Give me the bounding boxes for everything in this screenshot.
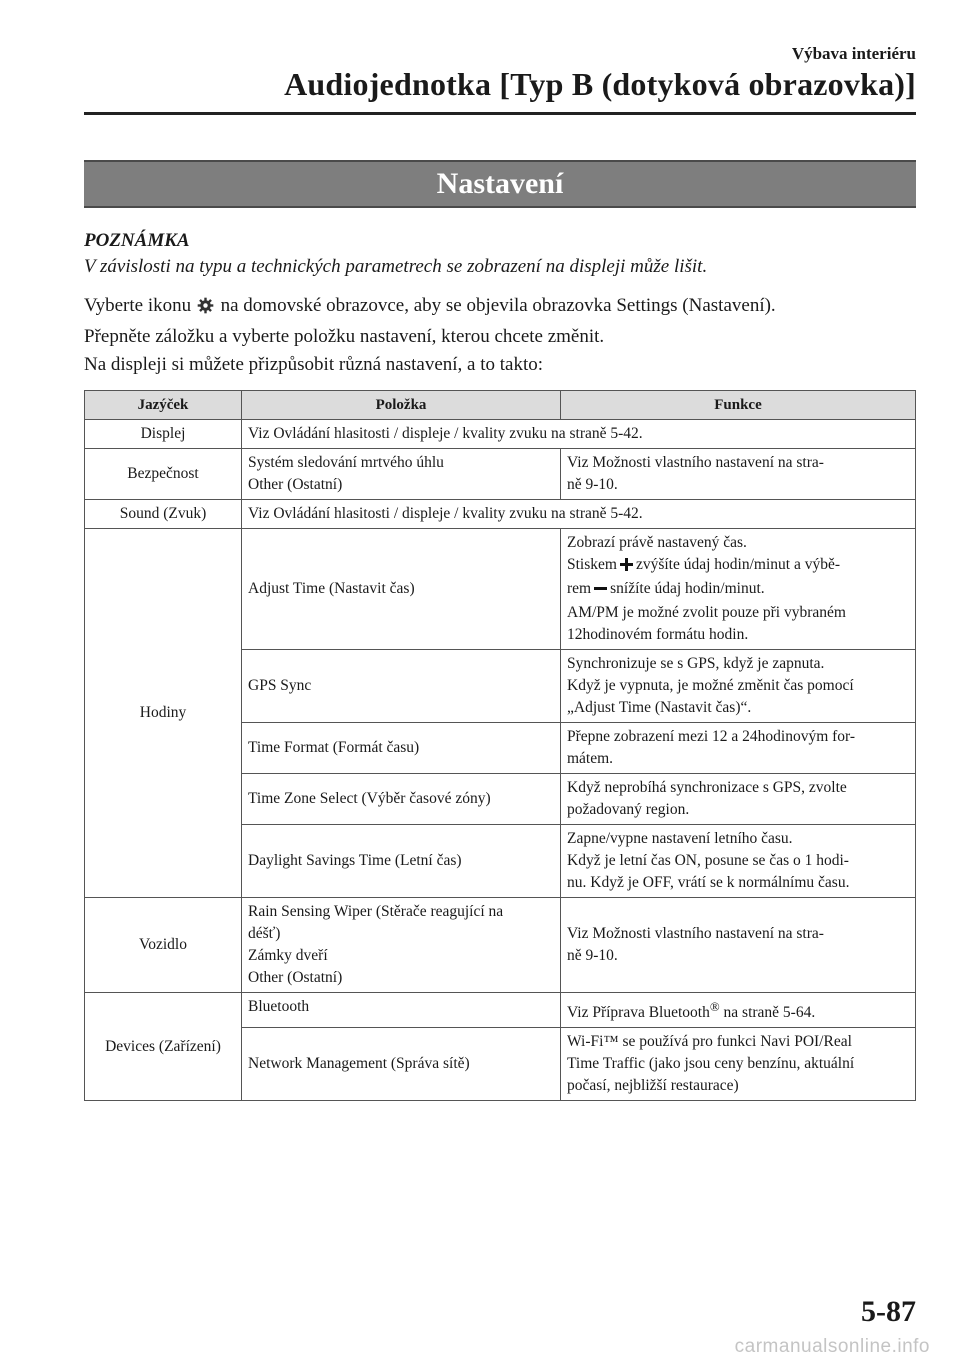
header-item: Položka bbox=[242, 391, 561, 420]
table-row-display bbox=[85, 420, 916, 449]
clock-gps-item: GPS Sync bbox=[242, 650, 561, 723]
function-line: mátem. bbox=[567, 750, 614, 767]
tab-vehicle: Vozidlo bbox=[85, 898, 242, 993]
tab-clock: Hodiny bbox=[85, 529, 242, 898]
devices-network-item: Network Management (Správa sítě) bbox=[242, 1028, 561, 1101]
clock-zone-item: Time Zone Select (Výběr časové zóny) bbox=[242, 774, 561, 825]
function-line: Synchronizuje se s GPS, když je zapnuta. bbox=[567, 655, 825, 672]
display-description: Viz Ovládání hlasitosti / displeje / kvality zvuku na straně 5-42. bbox=[242, 420, 916, 449]
clock-adjust-item: Adjust Time (Nastavit čas) bbox=[242, 529, 561, 650]
intro-paragraph bbox=[84, 292, 924, 379]
intro-line-1 bbox=[84, 292, 924, 323]
note-label: POZNÁMKA bbox=[84, 230, 190, 251]
item-line: Rain Sensing Wiper (Stěrače reagující na bbox=[248, 903, 504, 920]
intro-line-2: Přepněte záložku a vyberte položku nastavení, kterou chcete změnit. bbox=[84, 326, 605, 347]
security-items bbox=[242, 449, 561, 500]
function-line: Viz Možnosti vlastního nastavení na stra- bbox=[567, 454, 824, 471]
minus-icon bbox=[594, 580, 607, 602]
function-line: požadovaný region. bbox=[567, 801, 690, 818]
item-line: Other (Ostatní) bbox=[248, 476, 343, 493]
table-header-row bbox=[85, 391, 916, 420]
security-function bbox=[561, 449, 916, 500]
registered-mark: ® bbox=[709, 999, 720, 1014]
chapter-subtitle: Výbava interiéru bbox=[791, 44, 916, 63]
devices-bluetooth-function bbox=[561, 993, 916, 1028]
plus-icon bbox=[620, 556, 633, 578]
function-line: Zobrazí právě nastavený čas. bbox=[567, 534, 747, 551]
header-tab: Jazýček bbox=[85, 391, 242, 420]
function-line bbox=[567, 578, 909, 602]
page-number: 5-87 bbox=[861, 1295, 916, 1328]
section-title: Nastavení bbox=[84, 160, 916, 208]
function-line: ně 9-10. bbox=[567, 476, 618, 493]
function-line: počasí, nejbližší restaurace) bbox=[567, 1077, 739, 1095]
function-line: Wi-Fi™ se používá pro funkci Navi POI/Real bbox=[567, 1033, 852, 1051]
clock-zone-function bbox=[561, 774, 916, 825]
gear-icon bbox=[197, 295, 214, 323]
chapter-title: Audiojednotka [Typ B (dotyková obrazovka)] bbox=[284, 66, 916, 102]
function-line: Když neprobíhá synchronizace s GPS, zvolte bbox=[567, 779, 847, 796]
tab-display: Displej bbox=[85, 420, 242, 449]
function-text: zvýšíte údaj hodin/minut a výbě- bbox=[635, 556, 840, 573]
function-line: Když je vypnuta, je možné změnit čas pomocí bbox=[567, 677, 854, 694]
function-line: Přepne zobrazení mezi 12 a 24hodinovým for- bbox=[567, 728, 856, 745]
function-line: ně 9-10. bbox=[567, 947, 618, 964]
table-row-vehicle bbox=[85, 898, 916, 993]
function-line: nu. Když je OFF, vrátí se k normálnímu času. bbox=[567, 874, 850, 891]
function-text: snížíte údaj hodin/minut. bbox=[610, 580, 765, 597]
item-line: Systém sledování mrtvého úhlu bbox=[248, 454, 444, 471]
item-line: Other (Ostatní) bbox=[248, 969, 343, 986]
watermark: carmanualsonline.info bbox=[734, 1336, 930, 1357]
vehicle-function bbox=[561, 898, 916, 993]
clock-format-item: Time Format (Formát času) bbox=[242, 723, 561, 774]
function-line: Zapne/vypne nastavení letního času. bbox=[567, 830, 793, 847]
function-line: Když je letní čas ON, posune se čas o 1 hodi- bbox=[567, 852, 849, 869]
devices-network-function bbox=[561, 1028, 916, 1101]
table-row-clock-adjust bbox=[85, 529, 916, 650]
table-row-security bbox=[85, 449, 916, 500]
tab-sound: Sound (Zvuk) bbox=[85, 500, 242, 529]
header-divider bbox=[84, 112, 916, 115]
settings-table bbox=[84, 390, 916, 1101]
vehicle-items bbox=[242, 898, 561, 993]
sound-description: Viz Ovládání hlasitosti / displeje / kvality zvuku na straně 5-42. bbox=[242, 500, 916, 529]
note-text: V závislosti na typu a technických parametrech se zobrazení na displeji může lišit. bbox=[84, 256, 708, 277]
function-text: na straně 5-64. bbox=[719, 1004, 816, 1022]
item-line: Zámky dveří bbox=[248, 947, 328, 964]
tab-devices: Devices (Zařízení) bbox=[85, 993, 242, 1101]
clock-format-function bbox=[561, 723, 916, 774]
function-line: Time Traffic (jako jsou ceny benzínu, aktuální bbox=[567, 1055, 855, 1073]
intro-line-3: Na displeji si můžete přizpůsobit různá nastavení, a to takto: bbox=[84, 354, 544, 375]
intro-line-1-end: na domovské obrazovce, aby se objevila obrazovka Settings (Nastavení). bbox=[220, 295, 776, 316]
table-row-devices-bluetooth bbox=[85, 993, 916, 1028]
clock-gps-function bbox=[561, 650, 916, 723]
function-text: rem bbox=[567, 580, 592, 597]
clock-adjust-function bbox=[561, 529, 916, 650]
clock-dst-function bbox=[561, 825, 916, 898]
header-function: Funkce bbox=[561, 391, 916, 420]
function-line: „Adjust Time (Nastavit čas)“. bbox=[567, 699, 752, 716]
clock-dst-item: Daylight Savings Time (Letní čas) bbox=[242, 825, 561, 898]
function-line bbox=[567, 554, 909, 578]
function-line: AM/PM je možné zvolit pouze při vybraném bbox=[567, 604, 846, 621]
function-line: 12hodinovém formátu hodin. bbox=[567, 626, 749, 643]
tab-security: Bezpečnost bbox=[85, 449, 242, 500]
table-row-sound bbox=[85, 500, 916, 529]
function-text: Stiskem bbox=[567, 556, 617, 573]
intro-line-1-start: Vyberte ikonu bbox=[84, 295, 192, 316]
item-line: déšť) bbox=[248, 925, 281, 942]
function-text: Viz Příprava Bluetooth bbox=[567, 1004, 710, 1022]
devices-bluetooth-item: Bluetooth bbox=[242, 993, 561, 1028]
function-line: Viz Možnosti vlastního nastavení na stra- bbox=[567, 925, 824, 942]
